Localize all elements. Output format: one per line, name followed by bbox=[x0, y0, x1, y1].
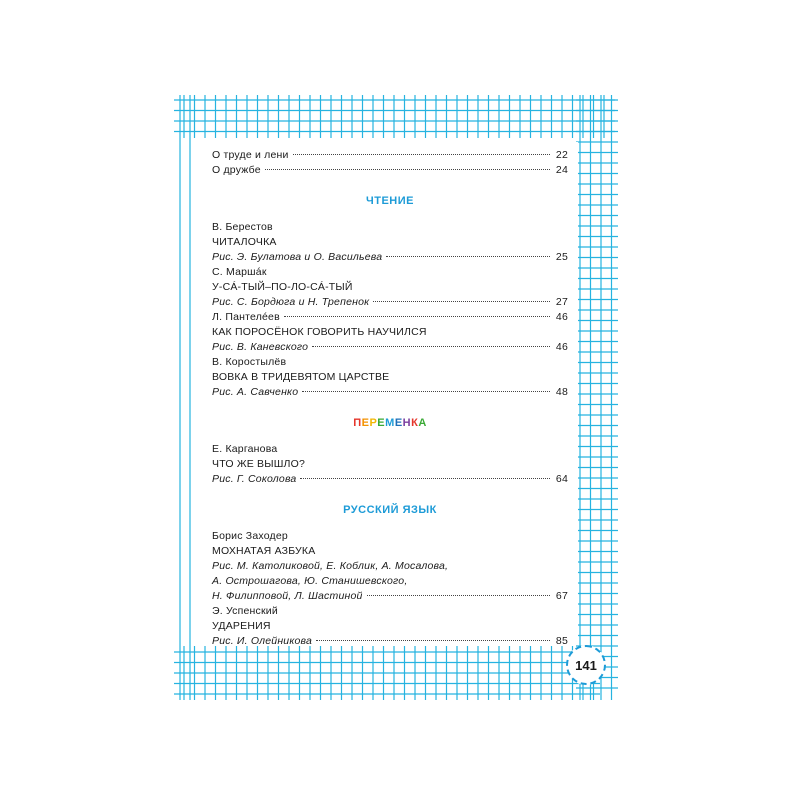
work-title: У-СÁ-ТЫЙ–ПО-ЛО-СÁ-ТЫЙ bbox=[212, 281, 353, 293]
page-ref: 25 bbox=[555, 251, 568, 263]
work-title: ВОВКА В ТРИДЕВЯТОМ ЦАРСТВЕ bbox=[212, 371, 390, 383]
heading-letter: Е bbox=[361, 417, 370, 429]
work-title: МОХНАТАЯ АЗБУКА bbox=[212, 545, 316, 557]
work-title: ЧИТАЛОЧКА bbox=[212, 236, 277, 248]
toc-entry[interactable] bbox=[212, 310, 568, 325]
toc-entry[interactable] bbox=[212, 250, 568, 265]
entry-title: О труде и лени bbox=[212, 149, 289, 161]
dot-leader bbox=[284, 315, 550, 317]
dot-leader bbox=[302, 390, 550, 392]
dot-leader bbox=[265, 168, 550, 170]
toc-entry[interactable] bbox=[212, 163, 568, 178]
toc-entry[interactable] bbox=[212, 340, 568, 355]
page-ref: 46 bbox=[555, 311, 568, 323]
illustrator: Рис. А. Савченко bbox=[212, 386, 299, 398]
author-name: В. Коростылёв bbox=[212, 356, 287, 368]
author-name: Э. Успенский bbox=[212, 605, 278, 617]
illustrator: Рис. В. Каневского bbox=[212, 341, 309, 353]
page-ref: 67 bbox=[555, 590, 568, 602]
section-heading-peremenka bbox=[212, 416, 568, 431]
illustrator: Рис. М. Католиковой, Е. Коблик, А. Мосалова, bbox=[212, 560, 449, 572]
page-number-badge bbox=[566, 645, 606, 685]
page-ref: 85 bbox=[555, 635, 568, 647]
toc-entry[interactable] bbox=[212, 295, 568, 310]
section-heading-russkiy: РУССКИЙ ЯЗЫК bbox=[343, 504, 437, 516]
toc-entry[interactable] bbox=[212, 634, 568, 649]
toc-entry[interactable] bbox=[212, 385, 568, 400]
heading-letter: П bbox=[353, 417, 362, 429]
author-name: Борис Заходер bbox=[212, 530, 288, 542]
toc-entry[interactable] bbox=[212, 589, 568, 604]
entry-title: О дружбе bbox=[212, 164, 261, 176]
page-ref: 48 bbox=[555, 386, 568, 398]
author-name: В. Берестов bbox=[212, 221, 273, 233]
heading-letter: М bbox=[385, 417, 395, 429]
section-heading-chtenie: ЧТЕНИЕ bbox=[366, 195, 414, 207]
heading-letter: Е bbox=[377, 417, 386, 429]
author-name: С. Маршáк bbox=[212, 266, 267, 278]
page-number: 141 bbox=[575, 657, 597, 673]
page-ref: 27 bbox=[555, 296, 568, 308]
work-title: КАК ПОРОСЁНОК ГОВОРИТЬ НАУЧИЛСЯ bbox=[212, 326, 427, 338]
heading-letter: Р bbox=[369, 417, 378, 429]
dot-leader bbox=[300, 477, 550, 479]
dot-leader bbox=[316, 639, 550, 641]
illustrator: Рис. С. Бордюга и Н. Трепенок bbox=[212, 296, 370, 308]
dot-leader bbox=[312, 345, 550, 347]
page-ref: 46 bbox=[555, 341, 568, 353]
dot-leader bbox=[373, 300, 550, 302]
page-ref: 64 bbox=[555, 473, 568, 485]
work-title: УДАРЕНИЯ bbox=[212, 620, 271, 632]
illustrator: Н. Филипповой, Л. Шастиной bbox=[212, 590, 363, 602]
illustrator: А. Острошагова, Ю. Станишевского, bbox=[212, 575, 408, 587]
page-ref: 22 bbox=[555, 149, 568, 161]
table-of-contents bbox=[212, 148, 568, 649]
author-name: Е. Карганова bbox=[212, 443, 278, 455]
dot-leader bbox=[367, 594, 550, 596]
heading-letter: Е bbox=[394, 417, 403, 429]
toc-entry[interactable] bbox=[212, 148, 568, 163]
illustrator: Рис. И. Олейникова bbox=[212, 635, 313, 647]
dot-leader bbox=[293, 153, 550, 155]
page-ref: 24 bbox=[555, 164, 568, 176]
dot-leader bbox=[386, 255, 550, 257]
illustrator: Рис. Э. Булатова и О. Васильева bbox=[212, 251, 383, 263]
author-name: Л. Пантелéев bbox=[212, 311, 280, 323]
illustrator: Рис. Г. Соколова bbox=[212, 473, 297, 485]
heading-letter: Н bbox=[402, 417, 412, 429]
work-title: ЧТО ЖЕ ВЫШЛО? bbox=[212, 458, 306, 470]
heading-letter: А bbox=[418, 417, 427, 429]
toc-entry[interactable] bbox=[212, 472, 568, 487]
heading-letter: К bbox=[411, 417, 419, 429]
